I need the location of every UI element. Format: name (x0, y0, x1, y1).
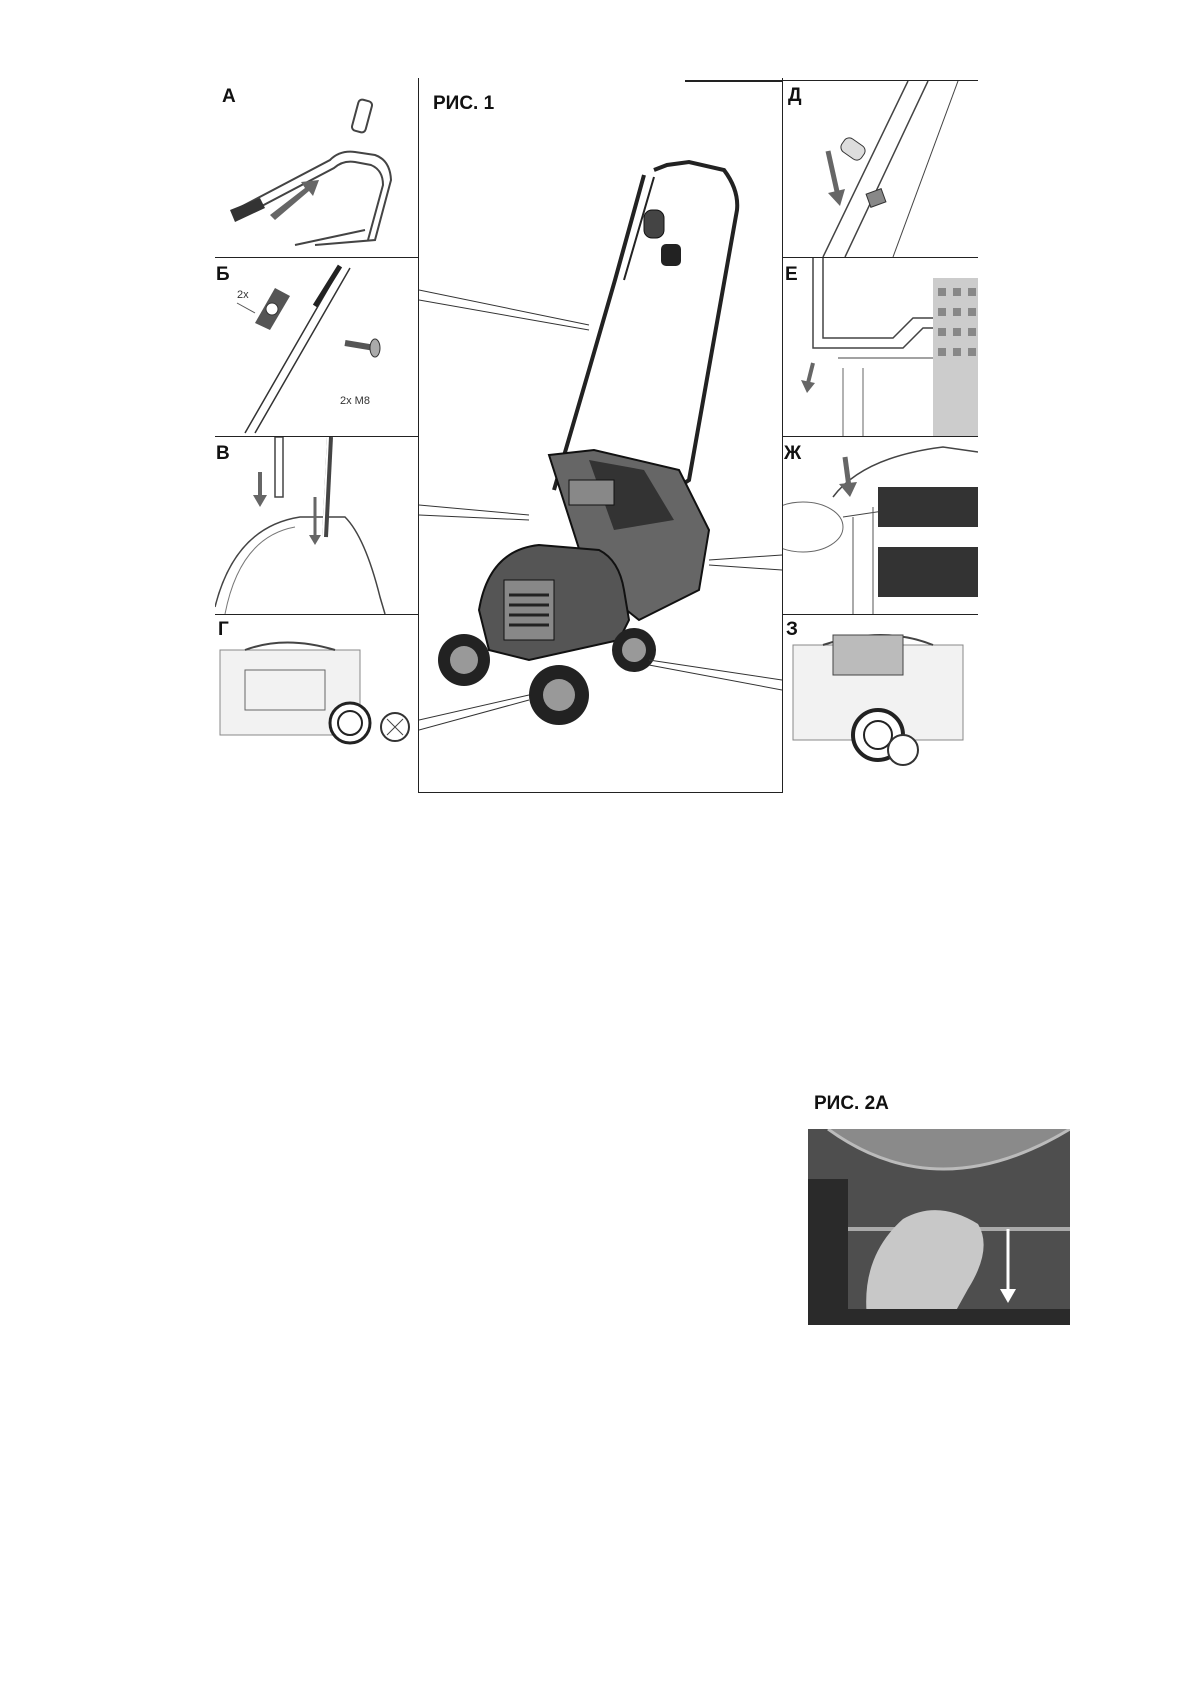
grass-box-illustration (783, 258, 978, 436)
wheel-install-illustration (215, 615, 417, 760)
panel-g (215, 615, 417, 760)
cable-clip-illustration (783, 81, 978, 257)
lawn-mower-illustration (419, 150, 782, 740)
figure-1-title: РИС. 1 (433, 93, 495, 114)
grass-box-fit-illustration (783, 437, 978, 614)
rear-wheel-illustration (783, 615, 978, 770)
panel-v-label: В (216, 443, 230, 464)
figure-2a-photo (808, 1129, 1070, 1325)
panel-v (215, 437, 417, 614)
panel-g-label: Г (218, 619, 229, 640)
panel-z (783, 615, 978, 770)
figure-2a-title: РИС. 2А (814, 1093, 889, 1114)
panel-e (783, 258, 978, 436)
panel-z-label: З (786, 619, 798, 640)
panel-b (215, 258, 417, 436)
blade-adjust-photo (808, 1129, 1070, 1325)
bolts-note: 2x M8 (340, 395, 370, 407)
handle-insert-illustration (215, 437, 417, 614)
nuts-note: 2x (237, 289, 249, 301)
panel-zh (783, 437, 978, 614)
fig1-bottom-border (418, 792, 783, 793)
panel-d-label: Д (788, 85, 802, 106)
panel-d (783, 81, 978, 257)
panel-b-label: Б (216, 264, 230, 285)
bolts-nuts-illustration (215, 258, 417, 436)
panel-zh-label: Ж (784, 443, 802, 464)
handle-assembly-illustration (215, 80, 417, 257)
panel-a (215, 80, 417, 257)
panel-a-label: А (222, 86, 236, 107)
panel-e-label: Е (785, 264, 798, 285)
